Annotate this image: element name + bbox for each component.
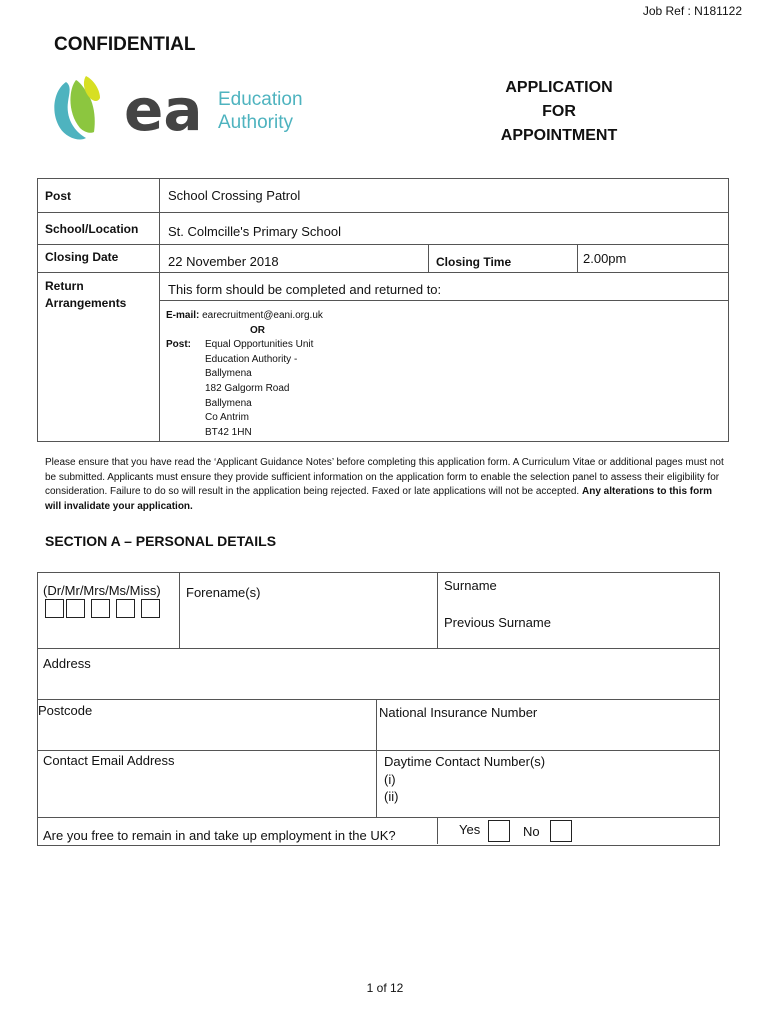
title-checkboxes xyxy=(45,599,160,623)
closing-date-label: Closing Date xyxy=(45,250,119,264)
daytime-label: Daytime Contact Number(s) xyxy=(384,754,546,769)
closing-time-value: 2.00pm xyxy=(583,251,627,266)
title-line-1: APPLICATION xyxy=(505,79,613,96)
return-intro: This form should be completed and returned to: xyxy=(168,282,442,297)
postcode-field[interactable]: Postcode xyxy=(38,703,93,718)
school-value: St. Colmcille's Primary School xyxy=(168,224,341,239)
form-title xyxy=(470,76,648,148)
ea-logo-mark xyxy=(52,72,217,144)
address-line: BT42 1HN xyxy=(205,426,252,438)
address-line: Ballymena xyxy=(205,397,252,409)
no-checkbox[interactable] xyxy=(550,820,572,842)
table-divider xyxy=(37,750,720,751)
table-divider xyxy=(159,178,160,441)
guidance-paragraph xyxy=(45,456,725,514)
table-divider xyxy=(428,244,429,272)
title-line-2: FOR xyxy=(542,103,576,120)
closing-date-value: 22 November 2018 xyxy=(168,254,279,269)
table-divider xyxy=(37,699,720,700)
previous-surname-field[interactable]: Previous Surname xyxy=(444,615,551,630)
post-value: School Crossing Patrol xyxy=(168,188,301,203)
daytime-contact-field[interactable] xyxy=(384,753,545,806)
table-divider xyxy=(159,300,729,301)
email-label: E-mail: xyxy=(166,310,200,321)
table-divider xyxy=(437,817,438,844)
org-name xyxy=(218,88,303,134)
return-label-line1: Return xyxy=(45,279,84,293)
title-checkbox-mr[interactable] xyxy=(66,599,85,618)
title-checkbox-miss[interactable] xyxy=(141,599,160,618)
surname-field[interactable]: Surname xyxy=(444,578,497,593)
yes-label: Yes xyxy=(459,822,481,837)
table-divider xyxy=(37,648,720,649)
address-line: Education Authority - Ballymena xyxy=(205,353,298,380)
postal-address xyxy=(205,338,323,440)
table-divider xyxy=(437,572,438,648)
address-line: Equal Opportunities Unit xyxy=(205,339,314,351)
title-line-3: APPOINTMENT xyxy=(500,127,618,144)
contact-email-field[interactable]: Contact Email Address xyxy=(43,753,175,768)
table-divider xyxy=(37,817,720,818)
address-line: Co Antrim xyxy=(205,412,249,424)
ni-number-field[interactable]: National Insurance Number xyxy=(379,705,538,720)
forename-field[interactable]: Forename(s) xyxy=(186,585,261,600)
job-reference: Job Ref : N181122 xyxy=(642,4,742,18)
address-field[interactable]: Address xyxy=(43,656,91,671)
address-line: 182 Galgorm Road xyxy=(205,382,290,394)
title-checkbox-mrs[interactable] xyxy=(91,599,110,618)
title-field-label: (Dr/Mr/Mrs/Ms/Miss) xyxy=(43,583,161,598)
section-a-heading: SECTION A – PERSONAL DETAILS xyxy=(45,533,277,549)
guidance-text: Please ensure that you have read the ‘Applicant Guidance Notes’ before completing this application form. A Curriculum Vitae or additional pages must not be submitted. Applicants must ensure they provide sufficient information on the application form to enable the selection panel to assess their eligibility for consideration. Failure to do so will result in the application being rejected. Faxed or late applications will not be accepted. xyxy=(45,457,724,497)
org-name-line1: Education xyxy=(218,89,303,110)
table-divider xyxy=(37,212,729,213)
post-label: Post xyxy=(45,189,72,203)
table-divider xyxy=(37,272,729,273)
post-address-label: Post: xyxy=(166,339,191,351)
table-divider xyxy=(577,244,578,272)
closing-time-label: Closing Time xyxy=(436,255,512,269)
school-label: School/Location xyxy=(45,222,139,236)
email-link[interactable]: earecruitment@eani.org.uk xyxy=(202,310,323,321)
confidential-heading: CONFIDENTIAL xyxy=(54,34,196,55)
or-text: OR xyxy=(250,324,265,336)
return-label-line2: Arrangements xyxy=(45,296,127,310)
table-divider xyxy=(37,244,729,245)
table-divider xyxy=(376,699,377,817)
return-label xyxy=(45,278,126,312)
logo-ea-text: ea xyxy=(124,76,203,144)
title-checkbox-ms[interactable] xyxy=(116,599,135,618)
no-label: No xyxy=(523,824,540,839)
title-checkbox-dr[interactable] xyxy=(45,599,64,618)
org-name-line2: Authority xyxy=(218,112,293,133)
page-number: 1 of 12 xyxy=(366,981,404,995)
daytime-number-1: (i) xyxy=(384,771,396,787)
table-divider xyxy=(179,572,180,648)
uk-employment-question: Are you free to remain in and take up employment in the UK? xyxy=(43,828,396,843)
return-address-block xyxy=(166,309,323,438)
daytime-number-2: (ii) xyxy=(384,789,399,804)
post-details-table xyxy=(37,178,729,442)
yes-checkbox[interactable] xyxy=(488,820,510,842)
guidance-warning: Any alterations to this form will invalidate your application. xyxy=(45,486,712,512)
